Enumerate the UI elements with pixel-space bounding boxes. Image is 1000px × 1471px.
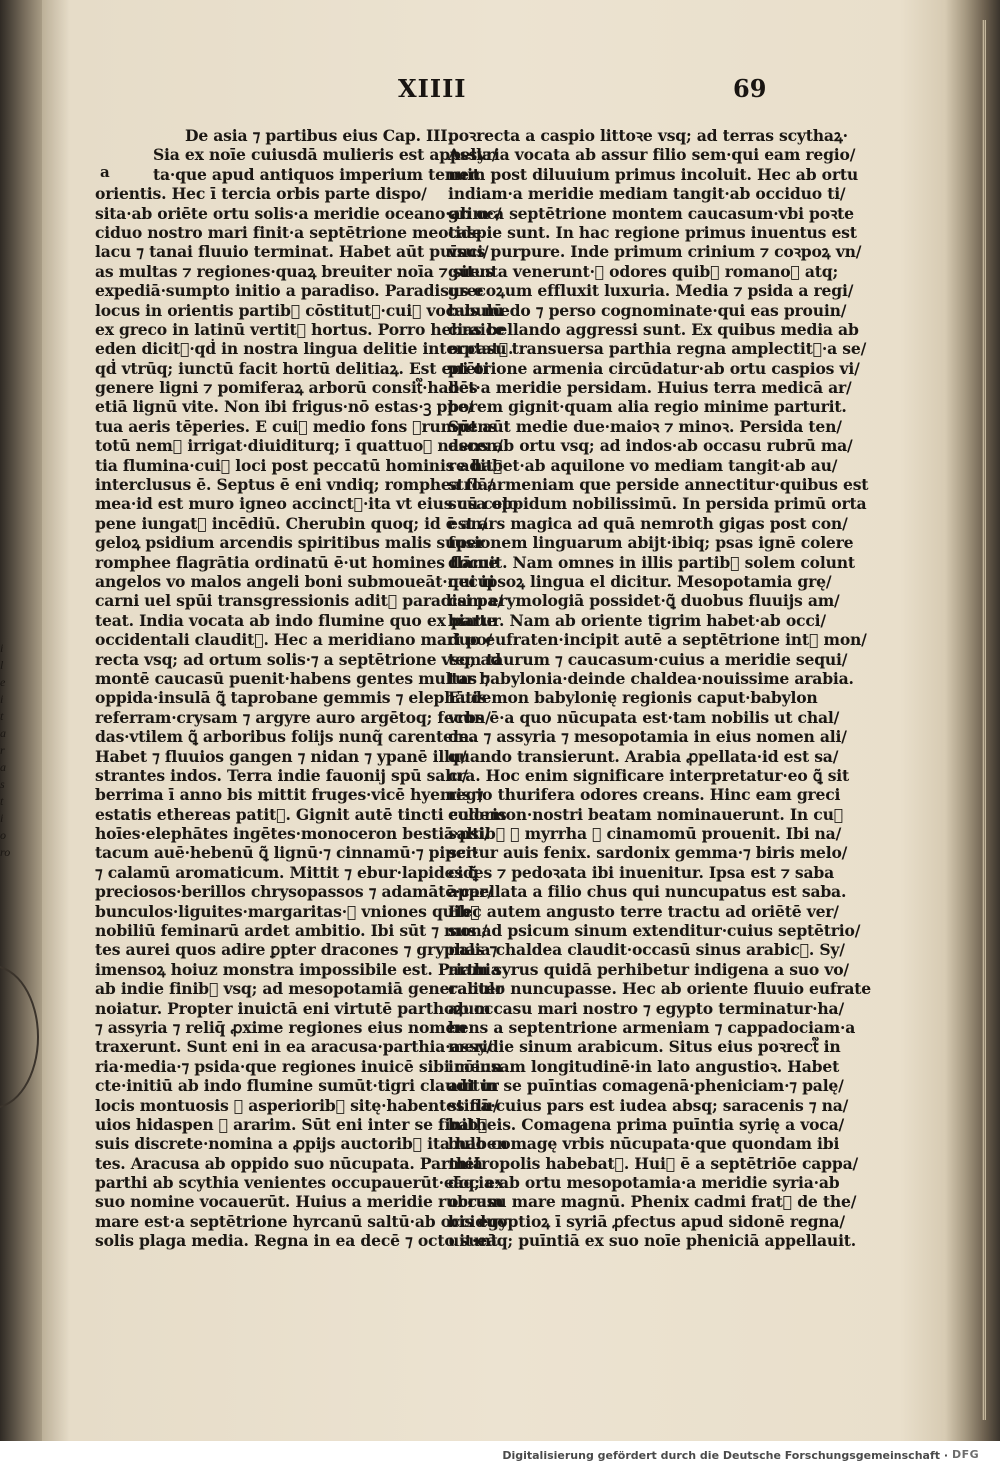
text-line: cides ⁊ pedoꝛata ibi inuenitur. Ipsa est ⁊ saba xyxy=(448,862,834,882)
text-line: tes. Aracusa ab oppido suo nūcupata. Parthiā xyxy=(95,1153,483,1173)
text-line: recta vsq; ad ortum solis·⁊ a septētrione vsq; ad xyxy=(95,649,502,669)
margin-glyph: t xyxy=(0,794,4,808)
text-line: metropolis habebat᷑. Hui᷑ ē a septētriōe cappa/ xyxy=(448,1153,858,1173)
text-line: suis discrete·nomina a ꝓpijs auctorib᷑ ita haben xyxy=(95,1134,508,1154)
funding-credit: Digitalisierung gefördert durch die Deutsche Forschungsgemeinschaft · xyxy=(502,1449,948,1462)
text-line: lacu ⁊ tanai fluuio terminat. Habet aūt puīnci/ xyxy=(95,242,489,262)
left-text-column xyxy=(95,126,519,1251)
text-line: stinā·cuius pars est iudea absq; saracenis ⁊ na/ xyxy=(448,1095,849,1115)
text-line: biatur. Nam ab oriente tigrim habet·ab occi/ xyxy=(448,610,826,630)
margin-glyph: e xyxy=(0,675,6,689)
text-line: nalia chaldea claudit·occasū sinus arabic᷑. Sy/ xyxy=(448,940,845,960)
text-line: eudemon·nostri beatam nominauerunt. In cu᷑ xyxy=(448,804,844,824)
margin-glyph: r xyxy=(0,743,5,757)
text-line: meridie sinum arabicum. Situs eius poꝛrect᷑ in xyxy=(448,1037,841,1057)
text-line: mare est·a septētrione hyrcanū saltū·ab occiduo xyxy=(95,1211,508,1231)
text-line: grecoꝝum effluxit luxuria. Media ⁊ psida a regi/ xyxy=(448,281,854,301)
text-line: sus ad psicum sinum extenditur·cuius septētrio/ xyxy=(448,921,861,941)
text-line: dens ab ortu vsq; ad indos·ab occasu rubrū ma/ xyxy=(448,436,853,456)
margin-glyph: s xyxy=(0,777,5,791)
text-line: mea·id est muro igneo accinct᷑·ita vt eius cū celo xyxy=(95,494,519,514)
text-line: ptētrione armenia circūdatur·ab ortu caspios vi/ xyxy=(448,358,860,378)
text-line: scitur auis fenix. sardonix gemma·⁊ biris melo/ xyxy=(448,843,848,863)
text-line: qḋ vtrūq; iunctū facit hortū delitiaꝝ. Est eni oi xyxy=(95,358,490,378)
text-line: bulo comagę vrbis nūcupata·que quondam ibi xyxy=(448,1134,840,1154)
text-line: interclusus ē. Septus ē eni vndiq; romphea flā/ xyxy=(95,475,494,495)
text-line: uit·eāq; puīntiā ex suo noīe pheniciā appellauit. xyxy=(448,1231,857,1251)
text-line: tur babylonia·deinde chaldea·nouissime arabia. xyxy=(448,668,854,688)
text-line: bis egyptioꝝ ī syriā ꝓfectus apud sidonē regna/ xyxy=(448,1211,845,1231)
text-line: oppida·insulā ꝗ̃ taprobane gemmis ⁊ elephātis xyxy=(95,688,487,708)
text-line: ab occasu mari nostro ⁊ egypto terminatur·ha/ xyxy=(448,998,844,1018)
chapter-heading: De asia ⁊ partibus eius Cap. III. xyxy=(185,126,453,145)
text-line: tua aeris tēperies. E cui᷑ medio fons ꝓrumpens xyxy=(95,416,498,436)
text-line: locus in orientis partib᷑ cōstitut᷑·cui᷑ vocabulū xyxy=(95,300,504,320)
text-line: ⁊ assyria ⁊ reliq̄ ꝓxime regiones eius nomen xyxy=(95,1017,467,1037)
guide-letter: a xyxy=(100,163,110,181)
text-line: expediā·sumpto initio a paradiso. Paradisus e xyxy=(95,281,484,301)
text-line: bunculos·liguites·margaritas·⁊ vniones quib᷑ xyxy=(95,901,480,921)
text-line: guenta venerunt·⁊ odores quib᷑ romanoꝝ atq; xyxy=(448,261,839,281)
text-line: etiā lignū vite. Non ibi frigus·nō estas·ꝫ ppe/ xyxy=(95,397,474,417)
text-line: pene iungat᷑ incēdiū. Cherubin quoq; id ē an/ xyxy=(95,513,488,533)
text-line: cam erymologiā possidet·ꝗ̃ duobus fluuijs am/ xyxy=(448,591,840,611)
text-line: noiatur. Propter inuictā eni virtutē parthoꝝum xyxy=(95,998,491,1018)
text-line: duo eufraten·incipit autē a septētrione int᷑ mon/ xyxy=(448,630,867,650)
library-stamp xyxy=(0,965,39,1109)
text-line: Habet ⁊ fluuios gangen ⁊ nidan ⁊ ypanē illu/ xyxy=(95,746,467,766)
text-line: hoīes·elephātes ingētes·monoceron bestiā·psi/ xyxy=(95,824,490,844)
text-line: dea ⁊ assyria ⁊ mesopotamia in eius nomen ali/ xyxy=(448,727,847,747)
margin-glyphs xyxy=(0,640,12,861)
text-line: preciosos·berillos chrysopassos ⁊ adamātē·car/ xyxy=(95,882,493,902)
text-line: bens a septentrione armeniam ⁊ cappadociam·a xyxy=(448,1017,856,1037)
text-line: bus medo ⁊ perso cognominate·qui eas prouin/ xyxy=(448,300,847,320)
margin-glyph: i xyxy=(0,641,4,655)
text-line: suo nomine vocauerūt. Huius a meridie rubrum xyxy=(95,1192,504,1212)
text-line: tem taurum ⁊ caucasum·cuius a meridie sequi/ xyxy=(448,649,848,669)
text-line: indiam·a meridie mediam tangit·ab occiduo ti/ xyxy=(448,184,846,204)
margin-glyph: a xyxy=(0,726,6,740)
text-line: occidentali claudit᷑. Hec a meridiano mari po/ xyxy=(95,630,493,650)
text-line: orientis. Hec ī tercia orbis parte dispo/ xyxy=(95,184,427,204)
previous-page-edge xyxy=(0,0,42,1441)
text-line: est ars magica ad quā nemroth gigas post con/ xyxy=(448,513,848,533)
margin-glyph: t xyxy=(0,709,4,723)
text-line: referram·crysam ⁊ argyre auro argētoq; fecun/ xyxy=(95,707,491,727)
text-line: re habet·ab aquilone vo mediam tangit·ab au/ xyxy=(448,455,838,475)
margin-glyph: o xyxy=(0,828,6,842)
text-line: cra. Hoc enim significare interpretatur·eo ꝗ̃ sit xyxy=(448,765,850,785)
text-line: sita·ab oriēte ortu solis·a meridie oceano·ab oc/ xyxy=(95,203,502,223)
text-line: stro armeniam que perside annectitur·quibus est xyxy=(448,475,869,495)
text-line: imensam longitudinē·in lato angustioꝛ. Habet xyxy=(448,1056,840,1076)
text-line: vsus purpure. Inde primum crinium ⁊ coꝛpoꝝ vn/ xyxy=(448,242,862,262)
text-line: locis montuosis ⁊ asperiorib᷑ sitę·habentes flu/ xyxy=(95,1095,499,1115)
text-line: caspie sunt. In hac regione primus inuentus est xyxy=(448,222,857,242)
footer-bar xyxy=(0,1441,1000,1471)
text-line: montē caucasū puenit·habens gentes multas ⁊ xyxy=(95,668,490,688)
folio-number: 69 xyxy=(733,74,767,103)
text-line: romphee flagrātia ordinatū ē·ut homines flāme xyxy=(95,552,499,572)
text-line: docuit. Nam omnes in illis partib᷑ solem colunt xyxy=(448,552,855,572)
text-line: ab indie finib᷑ vsq; ad mesopotamiā generaliter xyxy=(95,979,504,999)
margin-glyph: l xyxy=(0,658,4,672)
text-line: occasu transuersa parthia regna amplectit᷑·a se/ xyxy=(448,339,867,359)
page-fore-edge xyxy=(982,20,986,1420)
margin-glyph: a xyxy=(0,760,6,774)
running-head xyxy=(0,74,1000,104)
text-line: cabulo nuncupasse. Hec ab oriente fluuio eufrate xyxy=(448,979,872,999)
text-line: berrima ī anno bis mittit fruges·vicē hyemis ⁊ xyxy=(95,785,484,805)
text-line: parthi ab scythia venientes occupauerūt·eāq; ex xyxy=(95,1173,504,1193)
text-line: eden dicit᷑·qḋ in nostra lingua delitie interptat᷑. xyxy=(95,339,514,359)
dfg-logo: DFG xyxy=(952,1448,980,1461)
text-line: traxerunt. Sunt eni in ea aracusa·parthia·assy/ xyxy=(95,1037,492,1057)
text-line: ta·que apud antiquos imperium tenuit xyxy=(153,164,480,184)
text-line: borem gignit·quam alia regio minime parturit. xyxy=(448,397,847,417)
text-line: aūt in se puīntias comagenā·pheniciam·⁊ palę/ xyxy=(448,1076,844,1096)
text-line: det·a meridie persidam. Huius terra medicā ar/ xyxy=(448,378,852,398)
margin-glyph: i xyxy=(0,811,4,825)
text-line: strantes indos. Terra indie fauonij spū salu/ xyxy=(95,765,468,785)
text-line: nem post diluuium primus incoluit. Hec ab ortu xyxy=(448,164,858,184)
text-line: cias bellando aggressi sunt. Ex quibus media ab xyxy=(448,319,859,339)
text-line: batheis. Comagena prima puīntia syrię a voca/ xyxy=(448,1114,844,1134)
text-line: as multas ⁊ regiones·quaꝝ breuiter noīa ⁊ situs xyxy=(95,261,494,281)
text-line: Eudemon babylonię regionis caput·babylon xyxy=(448,688,818,708)
margin-glyph: i xyxy=(0,692,4,706)
text-line: nobiliū feminarū ardet ambitio. Ibi sūt ⁊ mon/ xyxy=(95,921,488,941)
text-line: tacum auē·hebenū ꝗ̃ lignū·⁊ cinnamū·⁊ piper· xyxy=(95,843,479,863)
text-line: vrbs ē·a quo nūcupata est·tam nobilis ut chal/ xyxy=(448,707,840,727)
text-line: saltib᷑ ⁊ myrrha ⁊ cinamomū prouenit. Ibi na/ xyxy=(448,824,842,844)
text-line: Sia ex noīe cuiusdā mulieris est appella/ xyxy=(153,145,498,165)
text-line: genere ligni ⁊ pomiferaꝝ arborū consit᷑·habēs xyxy=(95,378,478,398)
text-line: ex greco in latinū vertit᷑ hortus. Porro hebraice xyxy=(95,319,505,339)
text-line: poꝛrecta a caspio littoꝛe vsq; ad terras scythaꝝ· xyxy=(448,126,848,145)
text-line: quando transierunt. Arabia ꝓpellata·id est sa/ xyxy=(448,746,839,766)
text-line: Sūt aūt medie due·maioꝛ ⁊ minoꝛ. Persida ten/ xyxy=(448,416,842,436)
text-line: ciduo nostro mari finit·a septētrione meotide xyxy=(95,222,482,242)
text-line: grim·a septētrione montem caucasum·vbi poꝛte xyxy=(448,203,854,223)
text-line: teat. India vocata ab indo flumine quo ex parte xyxy=(95,610,497,630)
margin-glyph: ro xyxy=(0,845,11,859)
text-line: estatis ethereas patit᷑. Gignit autē tincti coloris xyxy=(95,804,507,824)
text-line: cte·initiū ab indo flumine sumūt·tigri clauditur xyxy=(95,1076,499,1096)
text-line: tia flumina·cui᷑ loci post peccatū hominis adit᷑ xyxy=(95,455,503,475)
text-line: Hec autem angusto terre tractu ad oriētē ver/ xyxy=(448,901,839,921)
running-head-roman: XIIII xyxy=(398,74,467,103)
text-line: occasu mare magnū. Phenix cadmi frat᷑ de the/ xyxy=(448,1192,857,1212)
text-line: totū nem᷑ irrigat·diuiditurq; ī quattuoꝛ nascen/ xyxy=(95,436,503,456)
text-line: angelos vo malos angeli boni submoueāt·necui xyxy=(95,571,495,591)
text-line: solis plaga media. Regna in ea decē ⁊ octo sunt xyxy=(95,1231,498,1251)
text-line: fusionem linguarum abijt·ibiq; psas ignē colere xyxy=(448,533,854,553)
text-line: qui ipsoꝝ lingua el dicitur. Mesopotamia grę/ xyxy=(448,571,832,591)
text-line: docia·ab ortu mesopotamia·a meridie syria·ab xyxy=(448,1173,840,1193)
text-line: imensoꝝ hoiuz monstra impossibile est. Parthia xyxy=(95,959,501,979)
text-line: geloꝝ psidium arcendis spiritibus malis super xyxy=(95,533,485,553)
text-line: riam syrus quidā perhibetur indigena a suo vo/ xyxy=(448,959,849,979)
text-line: tes aurei quos adire ꝑpter dracones ⁊ gryphas·⁊ xyxy=(95,940,498,960)
text-line: appellata a filio chus qui nuncupatus est saba. xyxy=(448,882,847,902)
text-line: ⁊ calamū aromaticum. Mittit ⁊ ebur·lapides ꝗ̃ xyxy=(95,862,478,882)
text-line: regio thurifera odores creans. Hinc eam greci xyxy=(448,785,841,805)
text-line: uios hidaspen ⁊ ararim. Sūt eni inter se finib᷑ xyxy=(95,1114,488,1134)
text-line: Assyria vocata ab assur filio sem·qui eam regio/ xyxy=(448,145,856,165)
right-text-column xyxy=(448,126,872,1251)
text-line: das·vtilem ꝗ̃ arboribus folijs nunq̃ carentem. xyxy=(95,727,475,747)
text-line: carni uel spūi transgressionis adit᷑ paradisi pa/ xyxy=(95,591,503,611)
text-line: susa oppidum nobilissimū. In persida primū orta xyxy=(448,494,867,514)
text-line: ria·media·⁊ psida·que regiones inuicē sibi cōiun xyxy=(95,1056,503,1076)
